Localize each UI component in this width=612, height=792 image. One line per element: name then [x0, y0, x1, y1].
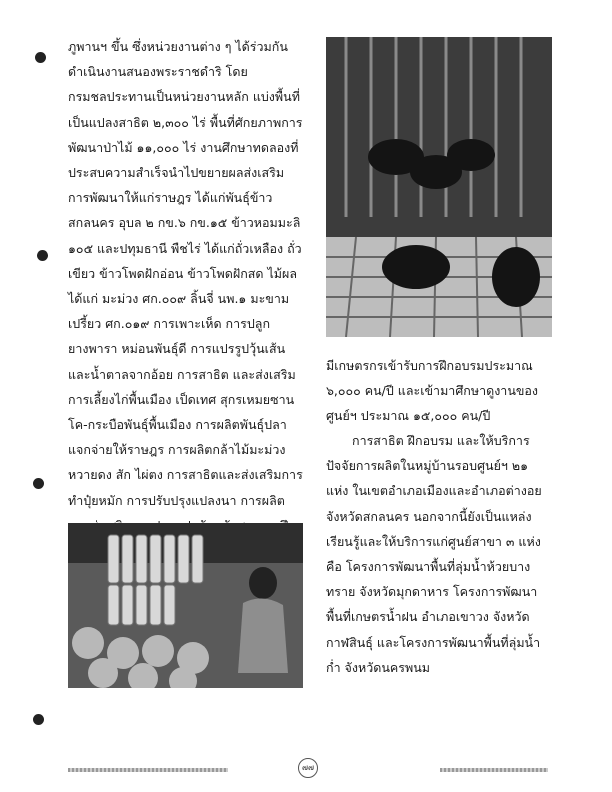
body-paragraph: ภูพานฯ ขึ้น ซึ่งหน่วยงานต่าง ๆ ได้ร่วมกันดำเนินงานสนองพระราชดำริ โดยกรมชลประทานเป็นหน่วยงานหลัก แบ่งพื้นที่เป็นแปลงสาธิต ๒,๓๐๐ ไร่ พื้นที่ศักยภาพการพัฒนาป่าไม้ ๑๑,๐๐๐ ไร่ งานศึกษาทดลองที่ประสบความสำเร็จนำไปขยายผลส่งเสริมการพัฒนาให้แก่ราษฎร ได้แก่พันธุ์ข้าวสกลนคร อุบล ๒ กข.๖ กข.๑๕ ข้าวหอมมะลิ ๑๐๕ และปทุมธานี พืชไร่ ได้แก่ถั่วเหลือง ถั่วเขียว ข้าวโพดฝักอ่อน ข้าวโพดฝักสด ไม้ผล ได้แก่ มะม่วง ศก.๐๐๙ ลิ้นจี่ นพ.๑ มะขามเปรี้ยว ศก.๐๑๙ การเพาะเห็ด การปลูกยางพารา หม่อนพันธุ์ดี การแปรรูปวุ้นเส้น และน้ำตาลจากอ้อย การสาธิต และส่งเสริมการเลี้ยงไก่พื้นเมือง เป็ดเทศ สุกรเหมยซาน โค-กระบือพันธุ์พื้นเมือง การผลิตพันธุ์ปลาแจกจ่ายให้ราษฎร การผลิตกล้าไม้มะม่วง หวายดง สัก ไผ่ตง การสาธิตและส่งเสริมการทำปุ๋ยหมัก การปรับปรุงแปลงนา การผลิต — [68, 39, 303, 508]
body-paragraph: การสาธิต ฝึกอบรม และให้บริการปัจจัยการผลิตในหมู่บ้านรอบศูนย์ฯ ๒๑ แห่ง ในเขตอำเภอเมืองและอำเภอต่างอย จังหวัดสกลนคร นอกจากนี้ยังเป็นแหล่งเรียนรู้และให้บริการแก่ศูนย์สาขา ๓ แห่ง คือ โครงการพัฒนาพื้นที่ลุ่มน้ำห้วยบางทราย จังหวัดมุกดาหาร โครงการพัฒนาพื้นที่เกษตรน้ำฝน อำเภอเขาวง จังหวัดกาฬสินธุ์ และโครงการพัฒนาพื้นที่ลุ่มน้ำก่ำ จังหวัดนครพนม — [326, 433, 542, 675]
column-right-top — [326, 353, 548, 429]
page-number: ๗๗ — [298, 758, 318, 778]
punch-hole — [33, 478, 44, 489]
column-right-bottom — [326, 428, 548, 680]
punch-hole — [35, 52, 46, 63]
footer-rule — [68, 768, 228, 772]
footer-rule — [440, 768, 548, 772]
column-left — [68, 34, 304, 563]
body-paragraph: มีเกษตรกรเข้ารับการฝึกอบรมประมาณ ๖,๐๐๐ คน/ปี และเข้ามาศึกษาดูงานของศูนย์ฯ ประมาณ ๑๕,๐๐๐ คน/ปี — [326, 358, 539, 424]
photo-pigs-in-pen — [326, 37, 552, 337]
photo-mushroom-cultivation — [68, 523, 303, 688]
punch-hole — [37, 250, 48, 261]
punch-hole — [33, 714, 44, 725]
